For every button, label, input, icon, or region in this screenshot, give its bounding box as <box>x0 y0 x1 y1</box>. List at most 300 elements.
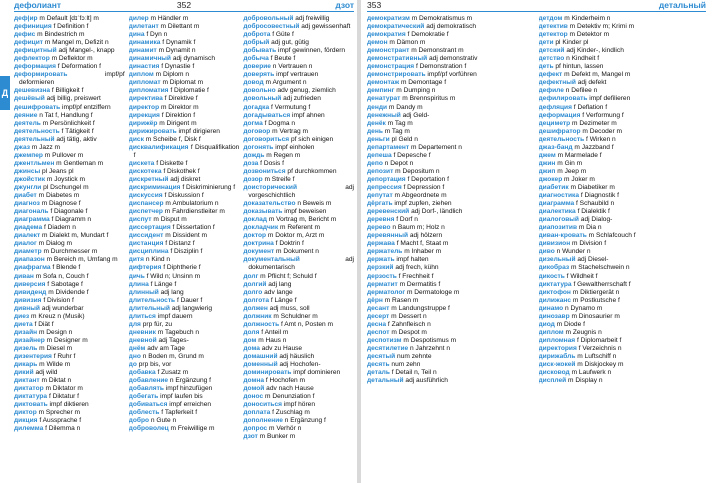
dictionary-entry <box>243 256 354 272</box>
entry-definition: m Scheibe f, Disk f <box>143 135 201 143</box>
entry-definition: pl Geld n <box>389 135 418 143</box>
entry-headword: дешифровать <box>14 103 61 111</box>
entry-definition: m Dilettant m <box>158 23 200 31</box>
entry-headword: добыча <box>243 55 269 63</box>
dictionary-entry <box>14 425 125 433</box>
entry-definition: m Tag m <box>385 119 413 127</box>
dictionary-entry <box>367 369 535 377</box>
entry-headword: диверсия <box>14 280 46 288</box>
entry-headword: детство <box>538 55 565 63</box>
entry-headword: дивизион <box>538 240 571 248</box>
entry-headword: доблесть <box>128 409 160 417</box>
entry-definition: n Dynamo m <box>563 304 603 312</box>
entry-definition: m Durchmesser m <box>41 248 98 256</box>
entry-definition: m Decoder m <box>580 127 622 135</box>
dictionary-entry <box>14 95 125 103</box>
dictionary-entry <box>243 361 354 369</box>
entry-headword: дивный <box>14 304 40 312</box>
entry-definition: m Dividende f <box>46 288 89 296</box>
dictionary-entry <box>14 337 125 345</box>
entry-definition: m Dirigent m <box>157 119 197 127</box>
dictionary-entry <box>539 353 707 361</box>
entry-headword: добро <box>128 417 150 425</box>
entry-definition: n Jahrzehnt n <box>408 344 450 352</box>
entry-headword: дозор <box>243 175 263 183</box>
entry-headword: дикобраз <box>538 264 570 272</box>
entry-definition: impf zupfen, ziehen <box>392 200 452 208</box>
dictionary-entry <box>129 305 240 313</box>
entry-definition: impf dauern <box>155 312 193 320</box>
entry-definition: f Diplomatie f <box>168 87 209 95</box>
entry-definition: impf laufen bis <box>158 393 203 401</box>
entry-headword: диалектика <box>538 208 576 216</box>
entry-headword: депеша <box>367 151 392 159</box>
entry-definition: impf dominieren <box>291 369 341 377</box>
entry-definition: m Landungstruppe f <box>389 304 450 312</box>
entry-definition: adj Dialog- <box>578 216 613 224</box>
entry-headword: долг <box>243 272 259 280</box>
left-col-1 <box>14 15 125 441</box>
dictionary-entry <box>367 63 535 71</box>
entry-definition: adj Geld- <box>400 111 430 119</box>
entry-definition: f Dynastie f <box>159 63 195 71</box>
entry-definition: m Display n <box>566 377 603 385</box>
entry-definition: m Deflektor m <box>49 55 93 63</box>
entry-headword: демонстрант <box>367 47 410 55</box>
entry-definition: f Sabotage f <box>45 280 83 288</box>
dictionary-entry <box>14 200 125 208</box>
entry-headword: дичь <box>128 272 145 280</box>
dictionary-entry <box>539 39 707 47</box>
dictionary-entry <box>539 240 707 248</box>
dictionary-entry <box>367 297 535 305</box>
entry-definition: m Jazz m <box>29 143 61 151</box>
entry-definition: prp für, zu <box>140 320 173 328</box>
guide-word-right: детальный <box>658 0 706 10</box>
entry-headword: диадема <box>14 224 43 232</box>
entry-headword: дефис <box>14 31 36 39</box>
entry-headword: дисквалификация <box>128 143 189 151</box>
dictionary-entry <box>539 224 707 232</box>
dictionary-entry <box>367 15 535 23</box>
entry-headword: дизайн <box>14 328 38 336</box>
entry-definition: m Diode f <box>554 320 585 328</box>
entry-definition: f Depression f <box>401 183 445 191</box>
entry-definition: m Zeugnis n <box>563 328 602 336</box>
dictionary-entry <box>129 353 240 361</box>
entry-definition: m Bindestrich m <box>35 31 85 39</box>
entry-headword: допрос <box>243 425 268 433</box>
entry-headword: деятель <box>14 119 41 127</box>
entry-definition: f Güte f <box>270 31 294 39</box>
dictionary-entry <box>14 377 125 385</box>
dictionary-entry <box>129 281 240 289</box>
entry-headword: дефектный <box>538 79 576 87</box>
dictionary-entry <box>243 71 354 79</box>
dictionary-entry <box>539 23 707 31</box>
entry-headword: догма <box>243 119 263 127</box>
entry-definition: f Diskussion f <box>162 192 204 200</box>
entry-headword: длинный <box>128 288 159 296</box>
entry-headword: диспетчер <box>128 208 163 216</box>
entry-definition: m Despotismus m <box>401 336 457 344</box>
dictionary-entry <box>129 385 240 393</box>
entry-definition: f Wirken n <box>584 135 616 143</box>
entry-headword: деть <box>538 63 554 71</box>
entry-headword: добровольный <box>243 15 294 22</box>
entry-headword: диаграмма <box>14 216 50 224</box>
entry-headword: демонтаж <box>367 79 400 87</box>
dictionary-entry <box>243 240 354 248</box>
dictionary-entry <box>14 104 125 112</box>
entry-definition: f Diskothek f <box>161 167 200 175</box>
entry-definition: f Länge f <box>269 296 297 304</box>
entry-headword: дефлектор <box>14 55 50 63</box>
entry-headword: договор <box>243 127 271 135</box>
entry-definition: adj Hochofen- <box>277 361 321 369</box>
dictionary-entry <box>367 176 535 184</box>
thumb-index-letter: Д <box>1 88 9 98</box>
entry-headword: должен <box>243 304 268 312</box>
entry-definition: f Deflation f <box>571 103 608 111</box>
dictionary-entry <box>243 401 354 409</box>
entry-definition: adj wild <box>33 369 58 377</box>
dictionary-entry <box>243 168 354 176</box>
entry-definition: f Beute f <box>268 55 296 63</box>
entry-headword: держать <box>367 256 395 264</box>
entry-definition: m Rasen m <box>382 296 419 304</box>
dictionary-entry <box>14 152 125 160</box>
entry-definition: adv am Tage <box>145 344 185 352</box>
dictionary-entry <box>539 152 707 160</box>
entry-definition: m Bereich m, Umfang m <box>44 256 118 264</box>
dictionary-entry <box>129 264 240 272</box>
dictionary-entry <box>129 248 240 256</box>
entry-headword: дешевизна <box>14 87 51 95</box>
entry-headword: доверять <box>243 71 275 79</box>
entry-definition: adv genug, ziemlich <box>275 87 336 95</box>
dictionary-entry <box>243 433 354 441</box>
entry-definition: impf defilieren <box>587 95 631 103</box>
entry-definition: f Dauer f <box>175 296 203 304</box>
entry-definition: m Sofa n, Couch f <box>33 272 89 280</box>
entry-headword: демон <box>367 39 388 47</box>
entry-definition: adj Mangel-, knapp <box>56 47 115 55</box>
entry-definition: f Detail n, Teil n <box>389 369 437 377</box>
entry-headword: дешёвый <box>14 95 45 103</box>
entry-headword: дирижировать <box>128 127 177 135</box>
entry-headword: должник <box>243 312 272 320</box>
dictionary-entry <box>14 321 125 329</box>
dictionary-entry <box>539 63 707 71</box>
dictionary-entry <box>129 232 240 240</box>
entry-definition: m Vortrag m, Bericht m <box>266 216 337 224</box>
entry-headword: дискуссия <box>128 192 163 200</box>
dictionary-entry <box>367 112 535 120</box>
entry-definition: f Schaubild n <box>574 200 615 208</box>
entry-headword: дикарь <box>14 361 38 369</box>
dictionary-entry <box>243 95 354 103</box>
entry-definition: m Ambulatorium n <box>163 200 219 208</box>
entry-definition: n Ergänzung f <box>282 417 326 425</box>
entry-headword: денатурат <box>367 95 401 103</box>
entry-definition: f Gewaltherrschaft f <box>571 280 631 288</box>
page-number: 353 <box>367 0 382 10</box>
entry-headword: довольный <box>243 95 282 103</box>
entry-headword: диссидент <box>128 232 164 240</box>
dictionary-entry <box>367 305 535 313</box>
entry-headword: диабет <box>14 192 37 200</box>
entry-headword: джем <box>538 151 556 159</box>
dictionary-entry <box>129 112 240 120</box>
dictionary-entry <box>539 136 707 144</box>
entry-definition: f Direktive f <box>162 95 198 103</box>
dictionary-entry <box>367 136 535 144</box>
entry-headword: диван-кровать <box>538 232 587 240</box>
entry-definition: m Diabetiker m <box>568 183 615 191</box>
thumb-index-tab[interactable] <box>0 76 10 110</box>
dictionary-entry <box>129 15 240 23</box>
entry-definition: m Denunziation f <box>263 393 315 401</box>
dictionary-entry <box>539 329 707 337</box>
entry-definition: m Dessert n <box>389 312 427 320</box>
dictionary-entry <box>243 128 354 136</box>
entry-headword: джойстик <box>14 175 46 183</box>
entry-headword: дискета <box>128 159 155 167</box>
dictionary-entry <box>539 184 707 192</box>
entry-definition: m Marmelade f <box>555 151 602 159</box>
dictionary-entry <box>367 208 535 216</box>
entry-headword: дизель <box>14 344 38 352</box>
entry-headword: доминировать <box>243 369 292 377</box>
entry-definition: adv lange <box>262 288 293 296</box>
entry-definition: m Diabetes m <box>36 192 80 200</box>
entry-headword: департамент <box>367 143 410 151</box>
dictionary-entry <box>129 23 240 31</box>
entry-headword: дневник <box>128 328 156 336</box>
entry-definition: adj vorgeschichtlich <box>248 183 355 200</box>
entry-headword: деф|ир <box>14 15 38 22</box>
dictionary-entry <box>539 281 707 289</box>
entry-definition: pf hintun, lassen <box>553 63 604 71</box>
entry-definition: adj frech, kühn <box>393 264 439 272</box>
entry-definition: f Distanz f <box>163 240 195 248</box>
entry-definition: adj gewissenhaft <box>299 23 351 31</box>
dictionary-entry <box>367 160 535 168</box>
entry-definition: f Tätigkeit f <box>59 127 94 135</box>
dictionary-entry <box>367 273 535 281</box>
entry-headword: догадываться <box>243 111 291 119</box>
entry-headword: домна <box>243 377 264 385</box>
entry-headword: диктофон <box>538 288 571 296</box>
entry-definition: adj zufrieden <box>281 95 321 103</box>
dictionary-entry <box>243 23 354 31</box>
entry-headword: добавлять <box>128 385 164 393</box>
dictionary-entry <box>129 256 240 264</box>
dictionary-entry <box>243 232 354 240</box>
entry-headword: дипломная <box>538 336 576 344</box>
entry-definition: m Schuldner m <box>271 312 318 320</box>
entry-headword: динамит <box>128 47 157 55</box>
dictionary-entry <box>129 377 240 385</box>
dictionary-entry <box>367 329 535 337</box>
entry-headword: доброта <box>243 31 271 39</box>
entry-headword: диктатор <box>14 385 44 393</box>
entry-headword: донос <box>243 393 264 401</box>
dictionary-entry <box>367 71 535 79</box>
entry-headword: диалог <box>14 240 37 248</box>
entry-definition: m Dinosaurier m <box>569 312 620 320</box>
entry-headword: дерзость <box>367 272 397 280</box>
entry-headword: десятый <box>367 352 396 360</box>
dictionary-entry <box>14 31 125 39</box>
dictionary-entry <box>129 369 240 377</box>
dictionary-entry <box>243 329 354 337</box>
entry-headword: дом <box>243 336 257 344</box>
entry-headword: диван <box>14 272 34 280</box>
entry-headword: деформация <box>538 111 581 119</box>
left-page <box>0 0 357 483</box>
entry-definition: f Dissertation f <box>170 224 215 232</box>
entry-definition: f Diktatur f <box>47 393 79 401</box>
entry-headword: диспансер <box>128 200 164 208</box>
entry-definition: impf/pf entziffern <box>60 103 111 111</box>
dictionary-entry <box>129 273 240 281</box>
entry-definition: m Designer m <box>44 336 88 344</box>
dictionary-entry <box>243 321 354 329</box>
entry-definition: m Sprecher m <box>36 409 80 417</box>
entry-headword: догонять <box>243 143 274 151</box>
entry-definition: f Diagramm n <box>49 216 92 224</box>
dictionary-entry <box>129 329 240 337</box>
entry-definition: impf vertrauen <box>274 71 319 79</box>
entry-definition: adj billig, preiswert <box>44 95 101 103</box>
dictionary-entry <box>243 104 354 112</box>
entry-definition: m Jeep m <box>555 167 587 175</box>
dictionary-entry <box>129 240 240 248</box>
dictionary-entry <box>14 208 125 216</box>
entry-headword: день <box>367 127 383 135</box>
dictionary-entry <box>14 289 125 297</box>
entry-headword: держатель <box>367 248 403 256</box>
entry-headword: диск-жокей <box>538 361 576 369</box>
dictionary-entry <box>243 15 354 23</box>
dictionary-entry <box>539 273 707 281</box>
dictionary-entry <box>129 160 240 168</box>
entry-definition: m Design n <box>37 328 73 336</box>
dictionary-entry <box>129 289 240 297</box>
dictionary-entry <box>539 337 707 345</box>
entry-headword: детский <box>538 47 565 55</box>
dictionary-entry <box>14 47 125 55</box>
entry-headword: детдом <box>538 15 563 22</box>
dictionary-entry <box>14 120 125 128</box>
entry-definition: f Disziplin f <box>168 248 203 256</box>
entry-definition: f Diät f <box>32 320 54 328</box>
dictionary-entry <box>14 401 125 409</box>
entry-headword: динозавр <box>538 312 570 320</box>
entry-definition: impf einholen <box>273 143 315 151</box>
entry-columns <box>14 15 354 441</box>
dictionary-entry <box>539 31 707 39</box>
entry-headword: дискретный <box>128 175 169 183</box>
entry-headword: дитя <box>128 256 144 264</box>
entry-headword: дирекция <box>128 111 160 119</box>
dictionary-entry <box>539 216 707 224</box>
dictionary-entry <box>367 39 535 47</box>
dictionary-entry <box>129 144 240 160</box>
entry-headword: добегать <box>128 393 159 401</box>
entry-headword: дисциплина <box>128 248 169 256</box>
entry-definition: m Referent m <box>278 224 320 232</box>
entry-headword: дефект <box>538 71 563 79</box>
entry-headword: довольно <box>243 87 276 95</box>
entry-definition: m Argument n <box>263 79 307 87</box>
entry-definition: pl Kinder pl <box>553 39 589 47</box>
entry-definition: f Diagnostik f <box>579 192 619 200</box>
entry-headword: добавление <box>128 377 169 385</box>
entry-headword: доказательство <box>243 200 296 208</box>
entry-headword: деревня <box>367 216 395 224</box>
entry-headword: дисковод <box>538 369 570 377</box>
entry-definition: m Diplomat m <box>160 79 204 87</box>
entry-headword: дёргать <box>367 200 393 208</box>
entry-headword: десерт <box>367 312 390 320</box>
entry-headword: дирижабль <box>538 352 576 360</box>
dictionary-entry <box>14 136 125 144</box>
entry-definition: n Kindheit f <box>564 55 600 63</box>
dictionary-entry <box>539 192 707 200</box>
dictionary-entry <box>243 313 354 321</box>
dictionary-entry <box>367 120 535 128</box>
entry-headword: демонстрация <box>367 63 415 71</box>
dictionary-entry <box>539 112 707 120</box>
entry-definition: impf beweisen <box>282 208 327 216</box>
dictionary-entry <box>14 55 125 63</box>
entry-headword: дилетант <box>128 23 159 31</box>
entry-headword: дозвониться <box>243 167 286 175</box>
dictionary-entry <box>129 71 240 79</box>
entry-definition: m Default [dɪˈfɔːlt] m <box>37 15 99 22</box>
entry-headword: джин <box>538 159 556 167</box>
dictionary-entry <box>14 15 125 23</box>
entry-headword: дикция <box>14 417 38 425</box>
entry-headword: деспотизм <box>367 336 402 344</box>
dictionary-entry <box>14 361 125 369</box>
dictionary-entry <box>14 23 125 31</box>
entry-headword: диплом <box>538 328 564 336</box>
dictionary-entry <box>14 112 125 120</box>
entry-definition: m Tag m <box>382 127 410 135</box>
dictionary-entry <box>14 184 125 192</box>
entry-headword: добросовестный <box>243 23 300 31</box>
entry-headword: дисплей <box>538 377 567 385</box>
entry-definition: f Diskriminierung f <box>180 183 236 191</box>
entry-headword: десять <box>367 361 390 369</box>
entry-definition: adj wunderbar <box>39 304 84 312</box>
dictionary-entry <box>539 264 707 272</box>
dictionary-entry <box>129 128 240 136</box>
entry-definition: f Deformation f <box>55 63 101 71</box>
entry-definition: m Joker m <box>562 175 595 183</box>
dictionary-entry <box>129 136 240 144</box>
dictionary-entry <box>14 63 125 71</box>
entry-definition: m Dermatitis f <box>397 280 441 288</box>
entry-definition: m Stachelschwein n <box>569 264 630 272</box>
dictionary-entry <box>539 120 707 128</box>
entry-headword: диспут <box>128 216 152 224</box>
entry-headword: дзот <box>243 433 258 441</box>
